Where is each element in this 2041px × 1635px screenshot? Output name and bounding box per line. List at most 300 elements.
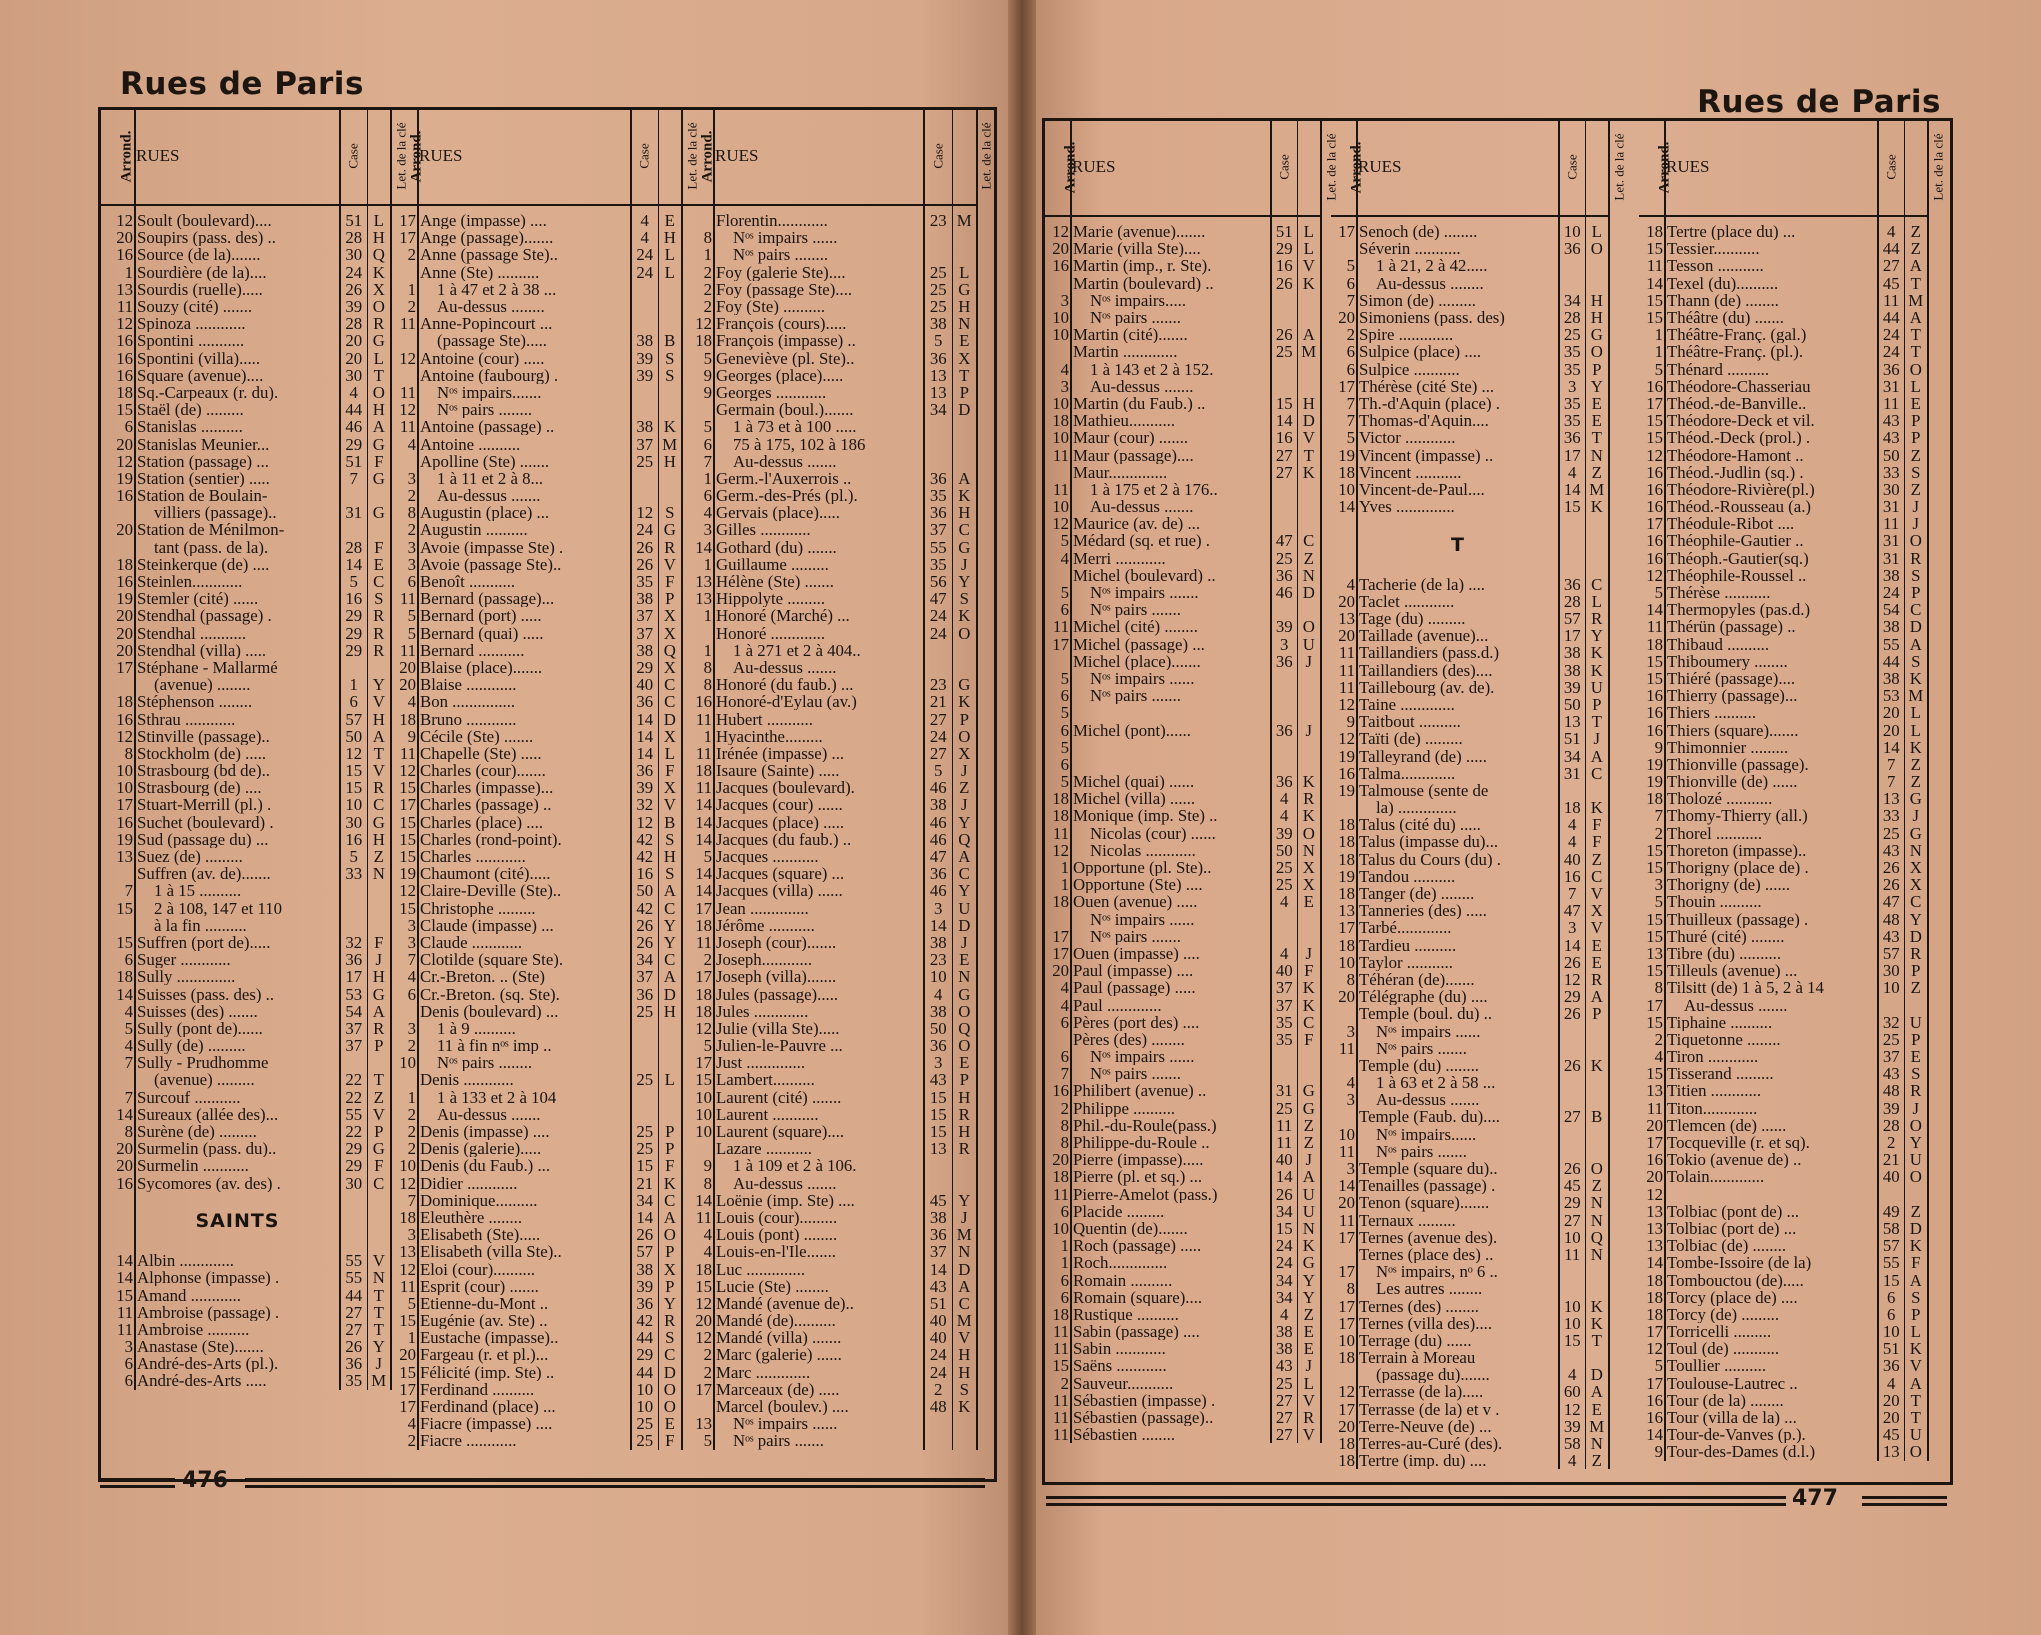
table-row (101, 1192, 391, 1209)
letter-cell: X (658, 659, 682, 676)
table-row (1639, 1186, 1928, 1203)
arrondissement-cell: 8 (1045, 1117, 1071, 1134)
letter-cell: H (1585, 309, 1609, 326)
street-name-cell: Taclet ............ (1359, 592, 1455, 610)
street-name-cell: Monique (imp. Ste) .. (1073, 807, 1218, 825)
arrondissement-cell: 1 (682, 728, 714, 745)
street-name-cell: Germ.-des-Prés (pl.). (716, 487, 858, 505)
street-name-cell: Maur (passage).... (1073, 446, 1194, 464)
table-row (1639, 653, 1928, 670)
arrondissement-cell: 1 (682, 607, 714, 624)
case-cell: 37 (631, 607, 658, 624)
arrondissement-cell: 17 (1331, 378, 1357, 395)
arrondissement-cell: 13 (682, 1415, 714, 1432)
street-name-cell: Sully .............. (137, 968, 236, 986)
table-row (391, 917, 682, 934)
letter-cell (1585, 1349, 1609, 1366)
table-row (1639, 945, 1928, 962)
arrondissement-cell: 16 (1639, 532, 1665, 549)
table-row (1045, 945, 1321, 962)
case-cell: 20 (1878, 721, 1904, 738)
street-name-cell: Antoine (faubourg) . (420, 366, 559, 384)
table-row (1639, 1271, 1928, 1288)
table-row (682, 246, 977, 263)
table-row (682, 1054, 977, 1071)
case-cell (340, 1209, 367, 1235)
table-row (101, 882, 391, 899)
arrondissement-cell: 15 (682, 1278, 714, 1295)
arrondissement-cell: 3 (391, 917, 418, 934)
case-cell: 29 (631, 1346, 658, 1363)
letter-cell: Y (1585, 378, 1609, 395)
arrondissement-cell: 18 (1045, 412, 1071, 429)
street-name-cell: Louis (pont) ........ (716, 1226, 838, 1244)
letter-cell: T (1904, 1392, 1928, 1409)
street-name-cell: Talma............. (1359, 764, 1456, 782)
street-name-cell: Théod.-Rousseau (a.) (1667, 498, 1811, 516)
letter-cell: M (1585, 1418, 1609, 1435)
street-name-cell: 1 à 175 et 2 à 176.. (1090, 480, 1218, 498)
table-row (682, 401, 977, 418)
case-cell (1271, 911, 1297, 928)
arrondissement-cell: 20 (391, 676, 418, 693)
table-row (682, 453, 977, 470)
table-row (1639, 1375, 1928, 1392)
street-name-cell: Avoie (passage Ste).. (420, 555, 562, 573)
street-name-cell: Jacques (du faub.) .. (716, 830, 852, 848)
letter-cell (1585, 1263, 1609, 1280)
table-row (101, 556, 391, 573)
street-name-cell: Thierry (passage)... (1667, 687, 1798, 705)
header-lettre: Let. de la clé (367, 108, 391, 205)
street-name-cell: Marie (villa Ste).... (1073, 240, 1201, 258)
arrondissement-cell: 6 (101, 951, 135, 968)
letter-cell (1297, 687, 1321, 704)
arrondissement-cell: 17 (1045, 928, 1071, 945)
table-row (1331, 1143, 1609, 1160)
arrondissement-cell: 18 (1045, 1168, 1071, 1185)
arrondissement-cell: 17 (1045, 636, 1071, 653)
street-name-cell: Thénard .......... (1667, 360, 1770, 378)
case-cell: 36 (340, 1355, 367, 1372)
table-row (1639, 773, 1928, 790)
arrondissement-cell: 19 (1331, 446, 1357, 463)
table-row (391, 934, 682, 951)
table-row (391, 1089, 682, 1106)
case-cell: 29 (631, 659, 658, 676)
case-cell: 21 (1878, 1151, 1904, 1168)
letter-cell: Z (1904, 979, 1928, 996)
street-name-cell: Taillandiers (pass.d.) (1359, 644, 1500, 662)
case-cell: 15 (340, 779, 367, 796)
arrondissement-cell (101, 1235, 135, 1252)
letter-cell: G (952, 985, 977, 1002)
arrondissement-cell: 3 (1045, 292, 1071, 309)
table-row (682, 350, 977, 367)
street-name-cell: Thomy-Thierry (all.) (1667, 807, 1808, 825)
table-row (1045, 240, 1321, 257)
table-row (1331, 1177, 1609, 1194)
table-row (391, 229, 682, 246)
table-row (1045, 1065, 1321, 1082)
table-row (391, 1157, 682, 1174)
case-cell: 10 (924, 968, 952, 985)
case-cell: 20 (1878, 1392, 1904, 1409)
case-cell: 39 (1559, 1418, 1585, 1435)
arrondissement-cell: 6 (101, 1372, 135, 1389)
arrondissement-cell: 1 (1639, 326, 1665, 343)
street-name-cell: Nᵒˢ impairs....... (437, 383, 542, 402)
case-cell: 11 (1878, 395, 1904, 412)
arrondissement-cell: 17 (1331, 1229, 1357, 1246)
table-row (1639, 928, 1928, 945)
table-row (101, 1054, 391, 1071)
letter-cell: G (367, 985, 391, 1002)
table-row (1639, 962, 1928, 979)
letter-cell: Z (1585, 851, 1609, 868)
letter-cell: A (367, 418, 391, 435)
street-name-cell: Nᵒˢ pairs ....... (1090, 687, 1181, 705)
table-row (682, 1295, 977, 1312)
letter-cell: N (1585, 1246, 1609, 1263)
arrondissement-cell: 16 (1045, 1082, 1071, 1099)
table-row (101, 298, 391, 315)
table-row (391, 728, 682, 745)
case-cell (924, 246, 952, 263)
case-cell: 38 (924, 1209, 952, 1226)
arrondissement-cell: 10 (1331, 1126, 1357, 1143)
arrondissement-cell: 16 (1331, 765, 1357, 782)
letter-cell (1585, 1126, 1609, 1143)
letter-cell: O (658, 1381, 682, 1398)
arrondissement-cell: 5 (1045, 739, 1071, 756)
letter-cell (1297, 756, 1321, 773)
table-row (391, 625, 682, 642)
case-cell: 4 (1559, 1452, 1585, 1469)
arrondissement-cell: 19 (1639, 756, 1665, 773)
arrondissement-cell: 12 (1331, 696, 1357, 713)
case-cell: 25 (1878, 825, 1904, 842)
letter-cell: Z (1904, 773, 1928, 790)
letter-cell: L (658, 1071, 682, 1088)
letter-cell: O (1904, 1168, 1928, 1185)
case-cell: 43 (1878, 1065, 1904, 1082)
arrondissement-cell: 11 (1045, 1426, 1071, 1443)
arrondissement-cell: 7 (101, 1089, 135, 1106)
letter-cell: Z (367, 1089, 391, 1106)
street-name-cell: Tour-des-Dames (d.l.) (1667, 1443, 1816, 1461)
letter-cell: Y (1297, 1289, 1321, 1306)
case-cell: 57 (1559, 610, 1585, 627)
letter-cell: U (1904, 1014, 1928, 1031)
case-cell: 4 (1559, 464, 1585, 481)
table-row (1639, 807, 1928, 824)
arrondissement-cell: 2 (391, 246, 418, 263)
street-name-cell: Saëns ............ (1073, 1357, 1167, 1375)
table-row (1639, 996, 1928, 1013)
arrondissement-cell: 12 (1639, 1186, 1665, 1203)
table-row (1045, 790, 1321, 807)
letter-cell: J (1297, 945, 1321, 962)
arrondissement-cell: 16 (1639, 498, 1665, 515)
table-row (1639, 292, 1928, 309)
table-row (682, 642, 977, 659)
case-cell: 43 (924, 1071, 952, 1088)
case-cell: 16 (1271, 429, 1297, 446)
case-cell: 31 (1878, 498, 1904, 515)
table-row (1331, 481, 1609, 498)
case-cell: 4 (1271, 790, 1297, 807)
case-cell: 21 (631, 1175, 658, 1192)
case-cell: 5 (924, 332, 952, 349)
table-row (1331, 1108, 1609, 1125)
arrondissement-cell: 12 (391, 1175, 418, 1192)
case-cell: 10 (1878, 979, 1904, 996)
arrondissement-cell: 11 (1045, 1392, 1071, 1409)
table-row (1045, 515, 1321, 532)
case-cell: 46 (340, 418, 367, 435)
letter-cell: K (1585, 644, 1609, 661)
table-row (391, 1175, 682, 1192)
case-cell: 3 (1559, 919, 1585, 936)
table-row (101, 229, 391, 246)
street-name-cell: Sauveur........... (1073, 1374, 1174, 1392)
street-name-cell: Tanneries (des) ..... (1359, 902, 1487, 920)
letter-cell: C (1297, 1014, 1321, 1031)
street-name-cell: Surmelin (pass. du).. (137, 1140, 277, 1158)
arrondissement-cell: 9 (682, 1157, 714, 1174)
table-row (101, 607, 391, 624)
table-row (101, 968, 391, 985)
street-name-cell: Terres-au-Curé (des). (1359, 1434, 1503, 1453)
street-name-cell: Théod.-Judlin (sq.) . (1667, 463, 1804, 481)
case-cell: 58 (1878, 1220, 1904, 1237)
letter-cell: K (1904, 1340, 1928, 1357)
arrondissement-cell (1331, 240, 1357, 257)
letter-cell: Z (1585, 464, 1609, 481)
case-cell: 44 (631, 1329, 658, 1346)
letter-cell: F (658, 1432, 682, 1449)
case-cell: 54 (340, 1003, 367, 1020)
letter-cell: M (952, 1312, 977, 1329)
table-row (391, 1192, 682, 1209)
letter-cell: E (952, 332, 977, 349)
case-cell: 46 (924, 779, 952, 796)
street-name-cell: Pères (port des) .... (1073, 1013, 1200, 1031)
letter-cell: Y (1904, 911, 1928, 928)
table-row (101, 745, 391, 762)
street-name-cell: Théodore-Rivière(pl.) (1667, 480, 1815, 498)
arrondissement-cell: 3 (1331, 1091, 1357, 1108)
arrondissement-cell: 1 (391, 281, 418, 298)
table-row (391, 1329, 682, 1346)
street-name-cell: Terrage (du) ...... (1359, 1331, 1472, 1349)
arrondissement-cell: 12 (101, 205, 135, 229)
table-row (1045, 584, 1321, 601)
letter-cell: J (952, 1209, 977, 1226)
letter-cell: C (1904, 893, 1928, 910)
arrondissement-cell: 11 (1045, 618, 1071, 635)
arrondissement-cell: 2 (391, 1432, 418, 1449)
street-name-cell: Thomas-d'Aquin.... (1359, 412, 1489, 430)
case-cell (1271, 498, 1297, 515)
arrondissement-cell: 20 (1331, 1194, 1357, 1211)
table-row (1639, 1117, 1928, 1134)
arrondissement-cell: 13 (682, 590, 714, 607)
case-cell: 14 (631, 710, 658, 727)
table-row (391, 1071, 682, 1088)
arrondissement-cell: 11 (1045, 1340, 1071, 1357)
table-row (1045, 1289, 1321, 1306)
street-name-cell: Philippe .......... (1073, 1099, 1176, 1117)
arrondissement-cell: 3 (682, 521, 714, 538)
letter-cell: K (1297, 1237, 1321, 1254)
table-row (1045, 1186, 1321, 1203)
letter-cell: J (1904, 807, 1928, 824)
street-name-cell: Tolbiac (pont de) ... (1667, 1202, 1800, 1220)
arrondissement-cell: 16 (101, 814, 135, 831)
arrondissement-cell: 12 (1045, 515, 1071, 532)
arrondissement-cell: 17 (1331, 216, 1357, 240)
table-row (1639, 721, 1928, 738)
street-name-cell: Jacques (villa) ...... (716, 882, 843, 900)
street-name-cell: Victor ............ (1359, 429, 1456, 447)
arrondissement-cell: 15 (1639, 309, 1665, 326)
case-cell: 47 (1271, 532, 1297, 549)
case-cell: 13 (924, 384, 952, 401)
table-row (1331, 1435, 1609, 1452)
letter-cell: T (1904, 275, 1928, 292)
table-row (1331, 799, 1609, 816)
case-cell: 30 (1878, 962, 1904, 979)
letter-cell: Z (1904, 216, 1928, 240)
letter-cell (367, 900, 391, 917)
street-name-cell: Au-dessus ....... (1090, 498, 1194, 516)
table-row (682, 1278, 977, 1295)
case-cell: 38 (1878, 670, 1904, 687)
street-name-cell: Temple (boul. du) .. (1359, 1005, 1493, 1023)
letter-cell: Z (1297, 1134, 1321, 1151)
table-row (682, 1140, 977, 1157)
header-lettre: Let. de la clé (1585, 119, 1609, 216)
street-name-cell: la) .............. (1376, 799, 1457, 817)
case-cell: 45 (1559, 1177, 1585, 1194)
table-row (682, 1432, 977, 1449)
case-cell: 20 (1878, 704, 1904, 721)
table-row (1331, 1074, 1609, 1091)
table-row (391, 900, 682, 917)
table-row (682, 281, 977, 298)
arrondissement-cell: 20 (391, 659, 418, 676)
table-row (682, 470, 977, 487)
arrondissement-cell: 16 (682, 693, 714, 710)
arrondissement-cell: 15 (391, 848, 418, 865)
letter-cell: H (952, 1346, 977, 1363)
table-row (101, 831, 391, 848)
arrondissement-cell: 3 (391, 934, 418, 951)
case-cell: 38 (631, 642, 658, 659)
table-row (391, 281, 682, 298)
header-case: Case (1271, 119, 1297, 216)
letter-cell: E (658, 1415, 682, 1432)
table-row (391, 831, 682, 848)
letter-cell: V (1297, 1392, 1321, 1409)
letter-cell (1585, 1022, 1609, 1039)
street-name-cell: Michel (quai) ...... (1073, 773, 1195, 791)
arrondissement-cell (101, 917, 135, 934)
letter-cell: X (952, 745, 977, 762)
street-name-cell: Taillade (avenue)... (1359, 627, 1489, 645)
letter-cell: D (1904, 928, 1928, 945)
street-name-cell: Terrasse (de la)..... (1359, 1383, 1484, 1401)
case-cell: 4 (340, 384, 367, 401)
arrondissement-cell: 17 (1045, 945, 1071, 962)
street-name-cell: Maurice (av. de) ... (1073, 515, 1201, 533)
case-cell (1271, 756, 1297, 773)
arrondissement-cell: 12 (1639, 1340, 1665, 1357)
table-row (101, 1338, 391, 1355)
table-row (1639, 481, 1928, 498)
table-row (682, 1312, 977, 1329)
case-cell: 39 (631, 1278, 658, 1295)
case-cell (1559, 275, 1585, 292)
arrondissement-cell (1331, 799, 1357, 816)
case-cell: 38 (924, 934, 952, 951)
table-row (1639, 1100, 1928, 1117)
table-row (682, 934, 977, 951)
street-name-cell: Martin (imp., r. Ste). (1073, 257, 1212, 275)
street-name-cell: Thérèse ........... (1667, 583, 1771, 602)
letter-cell: Q (658, 642, 682, 659)
arrondissement-cell: 1 (391, 1089, 418, 1106)
street-name-cell: Michel (pont)...... (1073, 721, 1191, 739)
arrondissement-cell: 10 (391, 1054, 418, 1071)
street-name-cell: Rustique .......... (1073, 1305, 1179, 1323)
case-cell: 31 (1878, 378, 1904, 395)
table-row (1331, 1418, 1609, 1435)
letter-cell: Y (952, 814, 977, 831)
street-name-cell (1071, 756, 1271, 773)
table-row (1639, 498, 1928, 515)
arrondissement-cell: 11 (101, 1321, 135, 1338)
letter-cell: H (367, 710, 391, 727)
street-name-cell: Théodore-Deck et vil. (1667, 412, 1815, 430)
case-cell: 7 (340, 470, 367, 487)
table-row (101, 659, 391, 676)
table-row (101, 418, 391, 435)
letter-cell: G (952, 281, 977, 298)
case-cell: 46 (924, 814, 952, 831)
arrondissement-cell: 10 (391, 1157, 418, 1174)
letter-cell: R (952, 1140, 977, 1157)
case-cell (924, 229, 952, 246)
street-name-cell: Claude (impasse) ... (420, 916, 554, 934)
letter-cell: L (1297, 1375, 1321, 1392)
street-name-cell: Vincent-de-Paul.... (1359, 480, 1485, 498)
street-name-cell: Tiphaine .......... (1667, 1013, 1773, 1031)
table-row (391, 1054, 682, 1071)
case-cell: 50 (631, 882, 658, 899)
letter-cell: U (1904, 1426, 1928, 1443)
street-name-cell: Ouen (avenue) ..... (1073, 893, 1198, 911)
case-cell: 36 (631, 693, 658, 710)
arrondissement-cell: 16 (101, 573, 135, 590)
table-row (682, 418, 977, 435)
letter-cell: H (367, 968, 391, 985)
table-row (1639, 275, 1928, 292)
letter-cell: P (658, 1140, 682, 1157)
letter-cell: M (367, 1372, 391, 1389)
